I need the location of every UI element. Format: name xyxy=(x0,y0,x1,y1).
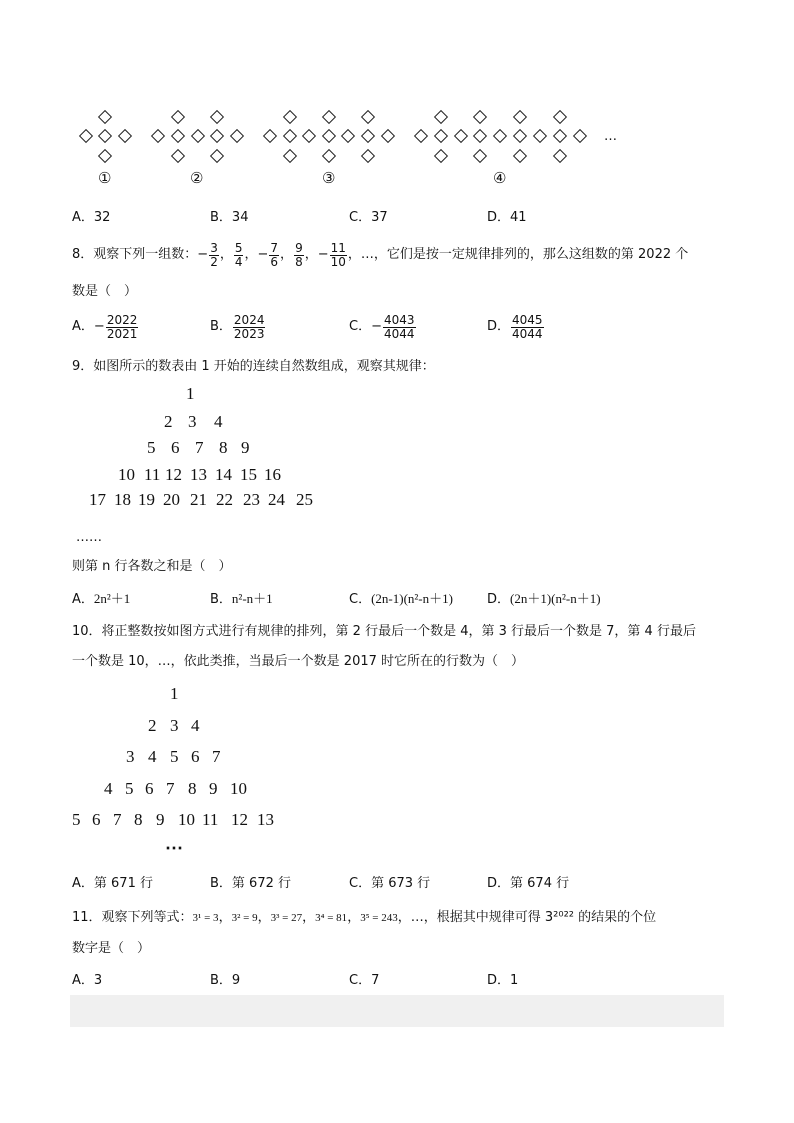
diamond-shape xyxy=(414,129,428,143)
q10-triangle-cell: 10 xyxy=(178,810,195,829)
q9-triangle-cell: 25 xyxy=(296,490,313,509)
q10-dots: ⋯ xyxy=(165,838,183,858)
q9-triangle-cell: 11 xyxy=(144,465,161,484)
diamond-shape xyxy=(553,129,567,143)
diamond-shape xyxy=(513,149,527,163)
q10-triangle-cell: 5 xyxy=(125,779,134,798)
diamond-shape xyxy=(341,129,355,143)
q10-option-a: A．第 671 行 xyxy=(72,876,153,891)
diamond-shape xyxy=(513,129,527,143)
diamond-shape xyxy=(210,129,224,143)
q9-triangle-cell: 23 xyxy=(243,490,260,509)
q8-option-c: C． − $\frac{4043}{4044}$ xyxy=(349,312,415,341)
q9-triangle-cell: 13 xyxy=(190,465,207,484)
q10-triangle-cell: 1 xyxy=(170,684,179,703)
diamond-shape xyxy=(230,129,244,143)
q10-triangle-cell: 3 xyxy=(126,747,135,766)
q10-triangle-cell: 6 xyxy=(145,779,154,798)
q9-triangle-cell: 20 xyxy=(163,490,180,509)
q9-triangle-cell: 7 xyxy=(195,438,204,457)
diamond-shape xyxy=(171,110,185,124)
q9-triangle-cell: 10 xyxy=(118,465,135,484)
q8-fraction-5: $\frac{11}{10}$ xyxy=(330,240,346,269)
diamond-shape xyxy=(454,129,468,143)
q9-option-a: A．2n²＋1 xyxy=(72,591,131,607)
diamond-shape xyxy=(381,129,395,143)
diamond-shape xyxy=(533,129,547,143)
q10-triangle-cell: 8 xyxy=(188,779,197,798)
q8-suffix: ，…，它们是按一定规律排列的，那么这组数的第 2022 个 xyxy=(347,247,689,262)
q11-suffix: ，…，根据其中规律可得 3²⁰²² 的结果的个位 xyxy=(397,910,657,925)
q10-line2: 一个数是 10，…，依此类推，当最后一个数是 2017 时它所在的行数为（ ） xyxy=(72,654,525,669)
q9-dots: …… xyxy=(76,530,102,545)
diamond-shape xyxy=(118,129,132,143)
diamond-shape xyxy=(553,149,567,163)
q10-triangle-cell: 4 xyxy=(104,779,113,798)
q10-triangle-cell: 9 xyxy=(209,779,218,798)
diamond-shape xyxy=(210,110,224,124)
q9-triangle-cell: 19 xyxy=(138,490,155,509)
q10-line1: 10．将正整数按如图方式进行有规律的排列，第 2 行最后一个数是 4，第 3 行最后一个数是 7，第 4 行最后 xyxy=(72,624,696,639)
q8-option-d: D． $\frac{4045}{4044}$ xyxy=(487,312,543,341)
diamond-shape xyxy=(513,110,527,124)
q7-option-a: A．32 xyxy=(72,210,111,225)
diamond-shape xyxy=(171,129,185,143)
q9-triangle-cell: 5 xyxy=(147,438,156,457)
q10-triangle-cell: 7 xyxy=(166,779,175,798)
q10-triangle-cell: 6 xyxy=(191,747,200,766)
q9-triangle-cell: 2 xyxy=(164,412,173,431)
pattern-label-4: ④ xyxy=(493,171,507,187)
q10-triangle-cell: 12 xyxy=(231,810,248,829)
q11-stem: 11．观察下列等式：3¹ = 3，3² = 9，3³ = 27，3⁴ = 81，3⁵ = 243，…，根据其中规律可得 3²⁰²² 的结果的个位 xyxy=(72,910,657,925)
pattern-ellipsis: … xyxy=(604,129,617,144)
q9-option-b: B．n²-n＋1 xyxy=(210,591,273,607)
q10-option-d: D．第 674 行 xyxy=(487,876,570,891)
diamond-shape xyxy=(361,110,375,124)
diamond-shape xyxy=(434,149,448,163)
q9-triangle-cell: 22 xyxy=(216,490,233,509)
q10-triangle-cell: 11 xyxy=(202,810,219,829)
footer-gray-band xyxy=(70,995,724,1027)
q10-triangle-cell: 3 xyxy=(170,716,179,735)
diamond-shape xyxy=(573,129,587,143)
q8-sep: ， xyxy=(304,247,318,262)
q9-triangle-cell: 8 xyxy=(219,438,228,457)
q9-stem: 9．如图所示的数表由 1 开始的连续自然数组成，观察其规律： xyxy=(72,359,435,374)
q7-option-d: D．41 xyxy=(487,210,527,225)
q9-question: 则第 n 行各数之和是（ ） xyxy=(72,559,232,574)
q8-f3-sign: − xyxy=(257,247,269,262)
q8-prefix: 8．观察下列一组数： xyxy=(72,247,198,262)
q9-triangle-cell: 17 xyxy=(89,490,106,509)
q8-option-a: A． − $\frac{2022}{2021}$ xyxy=(72,312,138,341)
diamond-shape xyxy=(493,129,507,143)
diamond-shape xyxy=(361,129,375,143)
q11-eq-1: 3¹ = 3 xyxy=(192,912,219,924)
q9-triangle-cell: 1 xyxy=(186,384,195,403)
q9-triangle-cell: 18 xyxy=(114,490,131,509)
q8-fraction-4: $\frac{9}{8}$ xyxy=(295,240,303,269)
diamond-shape xyxy=(98,149,112,163)
q7-option-b: B．34 xyxy=(210,210,249,225)
q11-eq-3: 3³ = 27 xyxy=(270,912,303,924)
q10-triangle-cell: 5 xyxy=(170,747,179,766)
q11-option-a: A．3 xyxy=(72,973,103,988)
diamond-shape xyxy=(263,129,277,143)
q9-triangle-cell: 14 xyxy=(215,465,232,484)
q7-option-c: C．37 xyxy=(349,210,388,225)
q11-eq-2: 3² = 9 xyxy=(231,912,258,924)
diamond-shape xyxy=(283,129,297,143)
diamond-shape xyxy=(473,129,487,143)
diamond-shape xyxy=(79,129,93,143)
q11-eq-5: 3⁵ = 243 xyxy=(360,912,398,924)
q11-eq-4: 3⁴ = 81 xyxy=(315,912,348,924)
diamond-shape xyxy=(151,129,165,143)
q8-sep: ， xyxy=(219,247,233,262)
q9-triangle-cell: 15 xyxy=(240,465,257,484)
q10-triangle-cell: 7 xyxy=(212,747,221,766)
diamond-shape xyxy=(473,110,487,124)
q10-triangle-cell: 13 xyxy=(257,810,274,829)
diamond-shape xyxy=(98,110,112,124)
diamond-shape xyxy=(553,110,567,124)
q10-triangle-cell: 6 xyxy=(92,810,101,829)
diamond-shape xyxy=(283,149,297,163)
q9-option-c: C．(2n-1)(n²-n＋1) xyxy=(349,591,453,607)
q8-sep: ， xyxy=(244,247,258,262)
q9-option-d: D．(2n＋1)(n²-n＋1) xyxy=(487,591,601,607)
q10-option-c: C．第 673 行 xyxy=(349,876,431,891)
q10-option-b: B．第 672 行 xyxy=(210,876,291,891)
q11-option-c: C．7 xyxy=(349,973,380,988)
q9-triangle-cell: 4 xyxy=(214,412,223,431)
diamond-shape xyxy=(434,129,448,143)
q9-triangle-cell: 24 xyxy=(268,490,285,509)
q8-stem xyxy=(72,240,688,270)
diamond-shape xyxy=(98,129,112,143)
q10-triangle-cell: 10 xyxy=(230,779,247,798)
diamond-shape xyxy=(210,149,224,163)
q9-triangle-cell: 6 xyxy=(171,438,180,457)
diamond-shape xyxy=(322,110,336,124)
q8-option-b: B． $\frac{2024}{2023}$ xyxy=(210,312,265,341)
q10-triangle-cell: 9 xyxy=(156,810,165,829)
pattern-label-3: ③ xyxy=(322,171,336,187)
q10-triangle-cell: 2 xyxy=(148,716,157,735)
diamond-shape xyxy=(171,149,185,163)
q8-fraction-1: $\frac{3}{2}$ xyxy=(210,240,218,269)
diamond-shape xyxy=(322,149,336,163)
q9-triangle-cell: 16 xyxy=(264,465,281,484)
q11-option-b: B．9 xyxy=(210,973,241,988)
q8-fraction-3: $\frac{7}{6}$ xyxy=(270,240,279,269)
diamond-shape xyxy=(473,149,487,163)
diamond-shape xyxy=(283,110,297,124)
q8-sep: ， xyxy=(280,247,294,262)
pattern-label-2: ② xyxy=(190,171,204,187)
q8-f1-sign: − xyxy=(197,247,209,262)
diamond-shape xyxy=(302,129,316,143)
diamond-shape xyxy=(322,129,336,143)
q8-line2: 数是（ ） xyxy=(72,284,138,299)
q11-option-d: D．1 xyxy=(487,973,519,988)
q11-prefix: 11．观察下列等式： xyxy=(72,910,193,925)
diamond-shape xyxy=(191,129,205,143)
q10-triangle-cell: 4 xyxy=(148,747,157,766)
q10-triangle-cell: 8 xyxy=(134,810,143,829)
q8-fraction-2: $\frac{5}{4}$ xyxy=(234,240,243,269)
q11-line2: 数字是（ ） xyxy=(72,941,151,956)
pattern-label-1: ① xyxy=(98,171,112,187)
q9-triangle-cell: 21 xyxy=(190,490,207,509)
q9-triangle-cell: 12 xyxy=(165,465,182,484)
diamond-shape xyxy=(434,110,448,124)
q9-triangle-cell: 9 xyxy=(241,438,250,457)
q8-f5-sign: − xyxy=(317,247,329,262)
q10-triangle-cell: 4 xyxy=(191,716,200,735)
q10-triangle-cell: 7 xyxy=(113,810,122,829)
diamond-shape xyxy=(361,149,375,163)
q10-triangle-cell: 5 xyxy=(72,810,81,829)
q9-triangle-cell: 3 xyxy=(188,412,197,431)
